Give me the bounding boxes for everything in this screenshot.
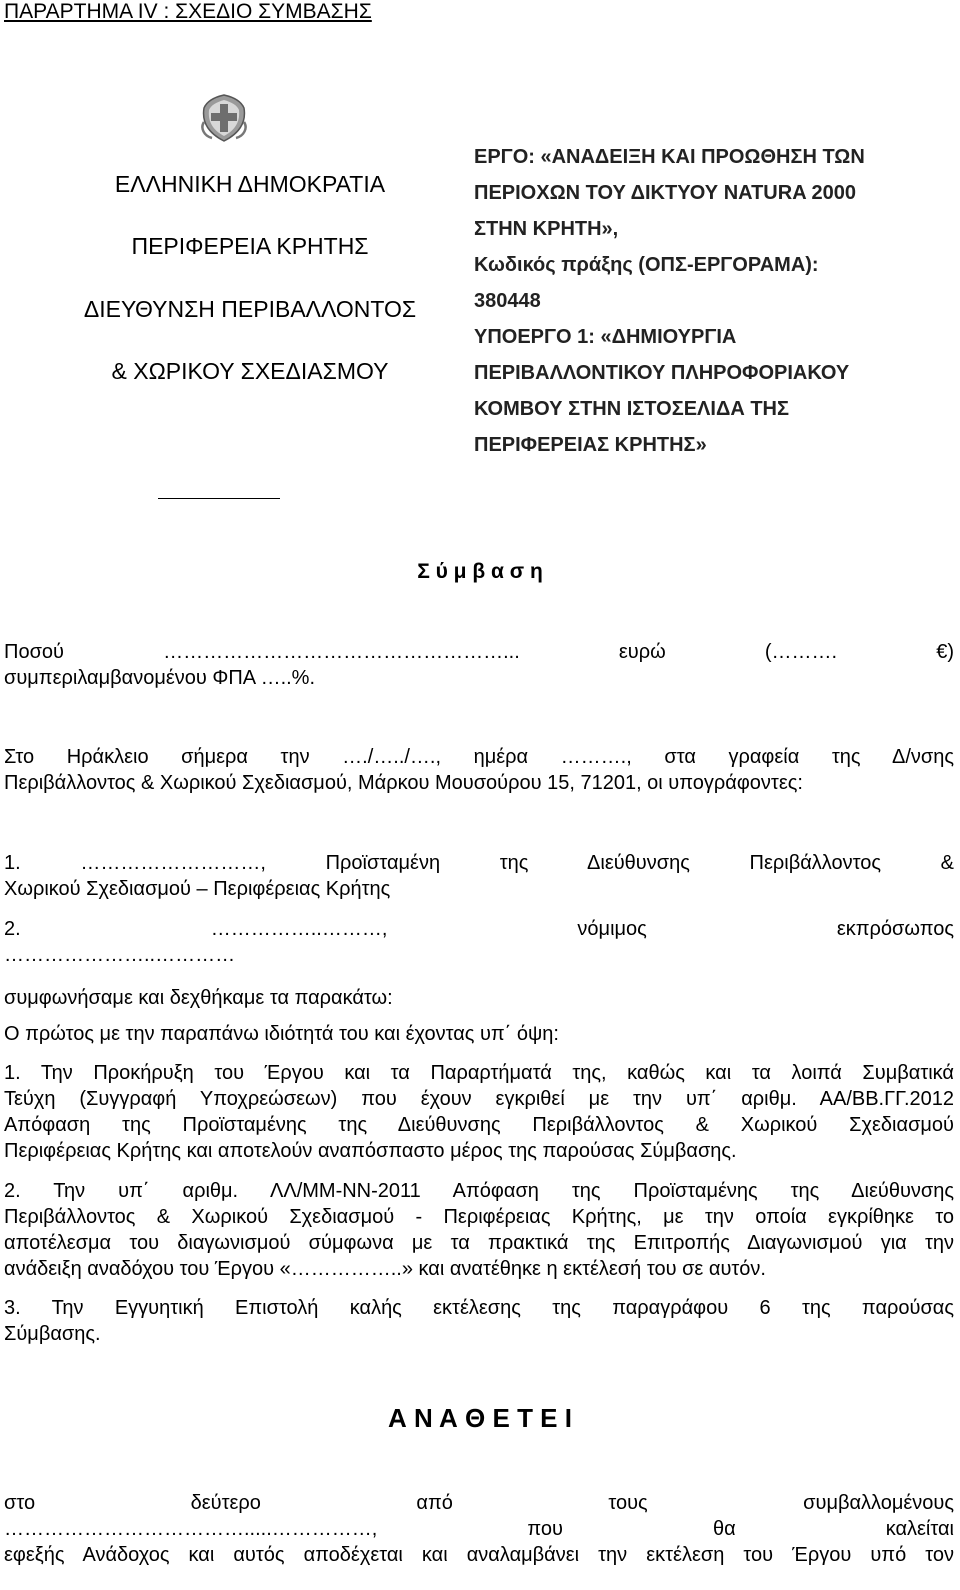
agreed-line: συμφωνήσαμε και δεχθήκαμε τα παρακάτω: xyxy=(4,987,393,1009)
item-one xyxy=(4,1060,954,1164)
party-one-line: 1. ………………………, Προϊσταμένη της Διεύθυνσης Περιβάλλοντος & xyxy=(4,852,954,874)
item-two-line: ανάδειξη αναδόχου του Έργου «……………..» και ανατέθηκε η εκτέλεσή του σε αυτόν. xyxy=(4,1258,766,1280)
party-two xyxy=(4,916,954,968)
item-one-line: Απόφαση της Προϊσταμένης της Διεύθυνσης Περιβάλλοντος & Χωρικού Σχεδιασμού xyxy=(4,1114,954,1136)
amount-line: Ποσού ……………………………………………... ευρώ (………. €) xyxy=(4,641,954,663)
contract-title: Σ ύ μ β α σ η xyxy=(417,560,543,583)
project-header-line: ΣΤΗΝ ΚΡΗΤΗ», xyxy=(474,218,619,240)
item-one-line: Τεύχη (Συγγραφή Υποχρεώσεων) που έχουν εγκριθεί με την υπ΄ αριθμ. ΑΑ/ΒΒ.ΓΓ.2012 xyxy=(4,1088,954,1110)
party-one xyxy=(4,850,954,902)
header-country: ΕΛΛΗΝΙΚΗ ΔΗΜΟΚΡΑΤΙΑ xyxy=(114,171,386,197)
agreed-text xyxy=(4,985,954,1011)
item-two-line: αποτέλεσμα του διαγωνισμού σύμφωνα με τα πρακτικά της Επιτροπής Διαγωνισμού για την xyxy=(4,1232,954,1254)
place-line: Στο Ηράκλειο σήμερα την …./…../…., ημέρα ………., στα γραφεία της Δ/νσης xyxy=(4,746,954,768)
closing-line: ……………………………….....……………, που θα καλείται xyxy=(4,1518,954,1540)
project-header-line: 380448 xyxy=(474,290,541,312)
party-one-line: Χωρικού Σχεδιασμού – Περιφέρειας Κρήτης xyxy=(4,878,391,900)
amount-paragraph xyxy=(4,639,954,691)
party-two-line: …………………..………… xyxy=(4,944,236,966)
first-party-text xyxy=(4,1021,954,1047)
header-directorate-cont: & ΧΩΡΙΚΟΥ ΣΧΕΔΙΑΣΜΟΥ xyxy=(111,358,389,384)
place-paragraph xyxy=(4,744,954,796)
project-header-line: ΚΟΜΒΟΥ ΣΤΗΝ ΙΣΤΟΣΕΛΙΔΑ ΤΗΣ xyxy=(474,398,789,420)
header-region: ΠΕΡΙΦΕΡΕΙΑ ΚΡΗΤΗΣ xyxy=(131,233,369,259)
item-two-line: 2. Την υπ΄ αριθμ. ΛΛ/ΜΜ-ΝΝ-2011 Απόφαση της Προϊσταμένης της Διεύθυνσης xyxy=(4,1180,954,1202)
project-header-line: ΕΡΓΟ: «ΑΝΑΔΕΙΞΗ ΚΑΙ ΠΡΟΩΘΗΣΗ ΤΩΝ xyxy=(474,146,865,168)
project-header-line: Κωδικός πράξης (ΟΠΣ-ΕΡΓΟΡΑΜΑ): xyxy=(474,254,819,276)
assigns-title: Α Ν Α Θ Ε Τ Ε Ι xyxy=(388,1403,572,1433)
header-directorate: ΔΙΕΥΘΥΝΣΗ ΠΕΡΙΒΑΛΛΟΝΤΟΣ xyxy=(83,296,417,322)
item-one-line: Περιφέρειας Κρήτης και αποτελούν αναπόσπαστο μέρος της παρούσας Σύμβασης. xyxy=(4,1140,737,1162)
project-header-line: ΠΕΡΙΟΧΩΝ ΤΟΥ ΔΙΚΤΥΟΥ NATURA 2000 xyxy=(474,182,856,204)
first-party-line: Ο πρώτος με την παραπάνω ιδιότητά του και έχοντας υπ΄ όψη: xyxy=(4,1023,559,1045)
signature-rule xyxy=(158,498,280,499)
item-three-line: Σύμβασης. xyxy=(4,1323,101,1345)
item-two-line: Περιβάλλοντος & Χωρικού Σχεδιασμού - Περιφέρειας Κρήτης, με την οποία εγκρίθηκε το xyxy=(4,1206,954,1228)
item-three xyxy=(4,1295,954,1347)
project-header-line: ΠΕΡΙΦΕΡΕΙΑΣ ΚΡΗΤΗΣ» xyxy=(474,434,707,456)
item-three-line: 3. Την Εγγυητική Επιστολή καλής εκτέλεσης της παραγράφου 6 της παρούσας xyxy=(4,1297,954,1319)
greek-coat-of-arms-icon xyxy=(198,92,250,144)
place-line: Περιβάλλοντος & Χωρικού Σχεδιασμού, Μάρκου Μουσούρου 15, 71201, οι υπογράφοντες: xyxy=(4,772,803,794)
closing-line: στο δεύτερο από τους συμβαλλομένους xyxy=(4,1492,954,1514)
annex-title: ΠΑΡΑΡΤΗΜΑ IV : ΣΧΕΔΙΟ ΣΥΜΒΑΣΗΣ xyxy=(4,0,372,23)
project-header-line: ΠΕΡΙΒΑΛΛΟΝΤΙΚΟΥ ΠΛΗΡΟΦΟΡΙΑΚΟΥ xyxy=(474,362,850,384)
item-two xyxy=(4,1178,954,1282)
closing-line: εφεξής Ανάδοχος και αυτός αποδέχεται και αναλαμβάνει την εκτέλεση του Έργου υπό τον xyxy=(4,1544,954,1566)
project-header-line: ΥΠΟΕΡΓΟ 1: «ΔΗΜΙΟΥΡΓΙΑ xyxy=(474,326,737,348)
party-two-line: 2. ……………..………, νόμιμος εκπρόσωπος xyxy=(4,918,954,940)
item-one-line: 1. Την Προκήρυξη του Έργου και τα Παραρτήματά της, καθώς και τα λοιπά Συμβατικά xyxy=(4,1062,954,1084)
amount-line: συμπεριλαμβανομένου ΦΠΑ …..%. xyxy=(4,667,316,689)
closing-paragraph xyxy=(4,1490,954,1568)
